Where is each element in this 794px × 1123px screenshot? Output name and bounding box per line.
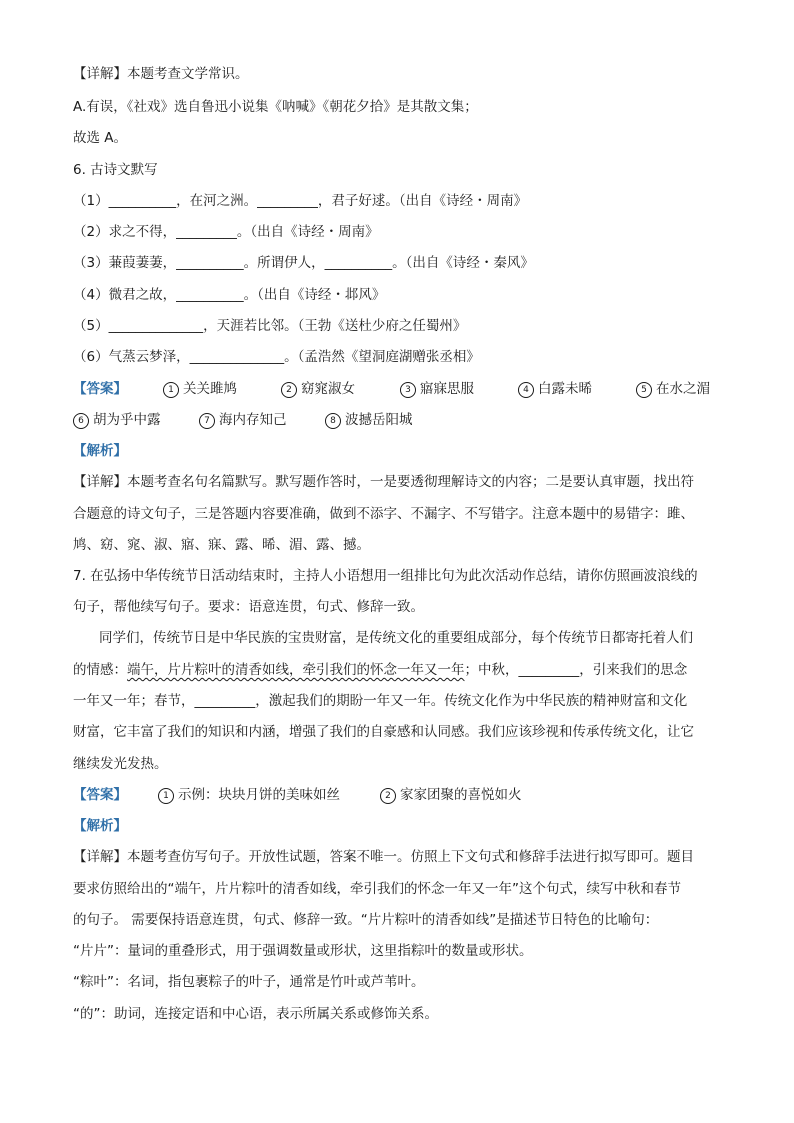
q7-title-line: 句子，帮他续写句子。要求：语意连贯，句式、修辞一致。 (73, 599, 424, 615)
q7-passage-line: 同学们，传统节日是中华民族的宝贵财富，是传统文化的重要组成部分，每个传统节日都寄托着人们 (99, 630, 693, 646)
q7-passage-line: 继续发光发热。 (73, 756, 168, 772)
q7-passage-line: 一年又一年；春节，_________，激起我们的期盼一年又一年。传统文化作为中华民族的精神财富和文化 (73, 693, 688, 709)
q7-detail-line: 要求仿照给出的“端午，片片粽叶的清香如线，牵引我们的怀念一年又一年”这个句式，续写中秋和春节 (73, 881, 681, 897)
q6-item: （4）微君之故，__________。（出自《诗经・邶风》 (73, 287, 386, 303)
q6-item: （2）求之不得，_________。（出自《诗经・周南》 (73, 224, 379, 240)
q7-analysis-label: 【解析】 (73, 818, 127, 834)
q6-analysis-label: 【解析】 (73, 443, 127, 459)
q6-answer-2: 2 窈窕淑女 (281, 380, 355, 398)
q6-answer-label: 【答案】 (73, 381, 127, 397)
q7-detail-line: “片片”：量词的重叠形式，用于强调数量或形状，这里指粽叶的数量或形状。 (73, 943, 533, 959)
q6-title: 6. 古诗文默写 (73, 162, 158, 178)
q7-passage-line: 的情感：端午，片片粽叶的清香如线，牵引我们的怀念一年又一年；中秋，_________，引来我们的思念 (73, 662, 688, 678)
q5-detail: 【详解】本题考查文学常识。 (73, 66, 249, 82)
q6-item: （3）蒹葭萋萋，__________。所谓伊人，__________。（出自《诗经・秦风》 (73, 255, 534, 271)
q6-detail-line: 【详解】本题考查名句名篇默写。默写题作答时，一是要透彻理解诗文的内容；二是要认真审题，找出符 (73, 474, 694, 490)
wavy-underlined-sentence: 端午，片片粽叶的清香如线，牵引我们的怀念一年又一年 (127, 662, 465, 678)
q7-answer-2: 2 家家团聚的喜悦如火 (380, 786, 522, 804)
q6-answer-5: 5 在水之湄 (636, 380, 710, 398)
q7-detail-line: “的”：助词，连接定语和中心语，表示所属关系或修饰关系。 (73, 1006, 438, 1022)
q6-detail-line: 鸠、窈、窕、淑、寤、寐、露、晞、湄、露、撼。 (73, 537, 370, 553)
q6-answer-3: 3 寤寐思服 (400, 380, 474, 398)
q6-detail-line: 合题意的诗文句子，三是答题内容要准确，做到不添字、不漏字、不写错字。注意本题中的易错字：雎、 (73, 506, 694, 522)
q7-detail-line: “粽叶”：名词，指包裹粽子的叶子，通常是竹叶或芦苇叶。 (73, 974, 425, 990)
q5-line-a: A.有误，《社戏》选自鲁迅小说集《呐喊》《朝花夕拾》是其散文集； (73, 99, 478, 115)
q6-answer-1: 1 关关雎鸠 (163, 380, 237, 398)
q6-answer-7: 7 海内存知己 (199, 411, 287, 429)
q6-answer-4: 4 白露未晞 (518, 380, 592, 398)
q6-item: （5）______________，天涯若比邻。（王勃《送杜少府之任蜀州》 (73, 318, 467, 334)
q7-title-line: 7. 在弘扬中华传统节日活动结束时，主持人小语想用一组排比句为此次活动作总结，请你仿照画波浪线的 (73, 568, 698, 584)
q6-answer-8: 8 波撼岳阳城 (325, 411, 413, 429)
q7-answer-1: 1 示例：块块月饼的美味如丝 (158, 786, 340, 804)
q7-passage-line: 财富，它丰富了我们的知识和内涵，增强了我们的自豪感和认同感。我们应该珍视和传承传统文化，让它 (73, 724, 694, 740)
q7-answer-label: 【答案】 (73, 787, 127, 803)
q7-detail-line: 【详解】本题考查仿写句子。开放性试题，答案不唯一。仿照上下文句式和修辞手法进行拟写即可。题目 (73, 849, 694, 865)
q7-detail-line: 的句子。 需要保持语意连贯，句式、修辞一致。“片片粽叶的清香如线”是描述节日特色的比喻句： (73, 912, 659, 928)
q6-item: （6）气蒸云梦泽，______________。（孟浩然《望洞庭湖赠张丞相》 (73, 349, 480, 365)
q6-answer-6: 6 胡为乎中露 (73, 411, 161, 429)
q5-choose: 故选 A。 (73, 130, 128, 146)
q6-item: （1）__________，在河之洲。_________，君子好逑。（出自《诗经・周南》 (73, 193, 528, 209)
